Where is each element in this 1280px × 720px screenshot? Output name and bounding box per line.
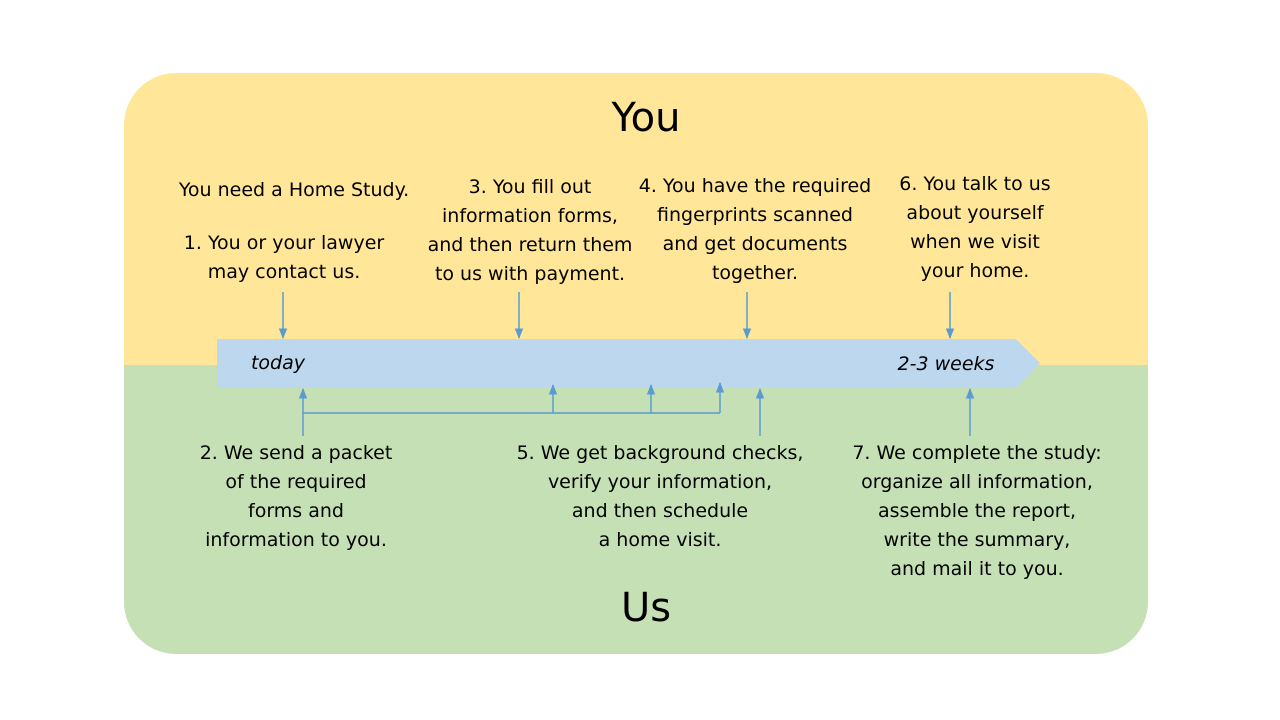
step-7-line: organize all information, [861,471,1093,493]
step-3-line: and then return them [427,234,633,256]
step-2-line: of the required [225,471,367,493]
step-3-line: information forms, [442,205,618,227]
step-1-line: may contact us. [207,261,361,283]
us-heading: Us [620,585,672,631]
step-6-line: about yourself [906,202,1044,224]
timeline-start-label: today [250,352,306,374]
step-7-line: 7. We complete the study: [852,442,1102,464]
step-5-line: verify your information, [547,471,773,493]
step-4-line: together. [711,262,799,284]
intro-text: You need a Home Study. [178,179,410,201]
step-4-text [620,172,890,288]
step-5-line: 5. We get background checks, [516,442,804,464]
you-heading: You [611,95,681,141]
step-4-line: and get documents [662,233,848,255]
step-7-text [832,439,1122,584]
step-7-line: and mail it to you. [890,558,1064,580]
step-2-line: 2. We send a packet [199,442,393,464]
step-7-line: write the summary, [883,529,1071,551]
step-2-text [176,439,416,555]
step-7-line: assemble the report, [878,500,1076,522]
step-2-line: information to you. [205,529,387,551]
step-6-line: when we visit [910,231,1040,253]
step-4-line: fingerprints scanned [657,204,853,226]
step-6-line: 6. You talk to us [899,173,1051,195]
step-4-line: 4. You have the required [638,175,872,197]
step-2-line: forms and [248,500,344,522]
timeline-end-label: 2-3 weeks [897,353,995,375]
step-5-text [500,439,820,555]
step-3-line: 3. You fill out [468,176,592,198]
step-5-line: a home visit. [598,529,722,551]
step-1-line: 1. You or your lawyer [183,232,385,254]
step-5-line: and then schedule [571,500,749,522]
step-1-text [144,229,424,287]
step-6-text [870,170,1080,286]
step-6-line: your home. [920,260,1030,282]
step-3-line: to us with payment. [434,263,626,285]
